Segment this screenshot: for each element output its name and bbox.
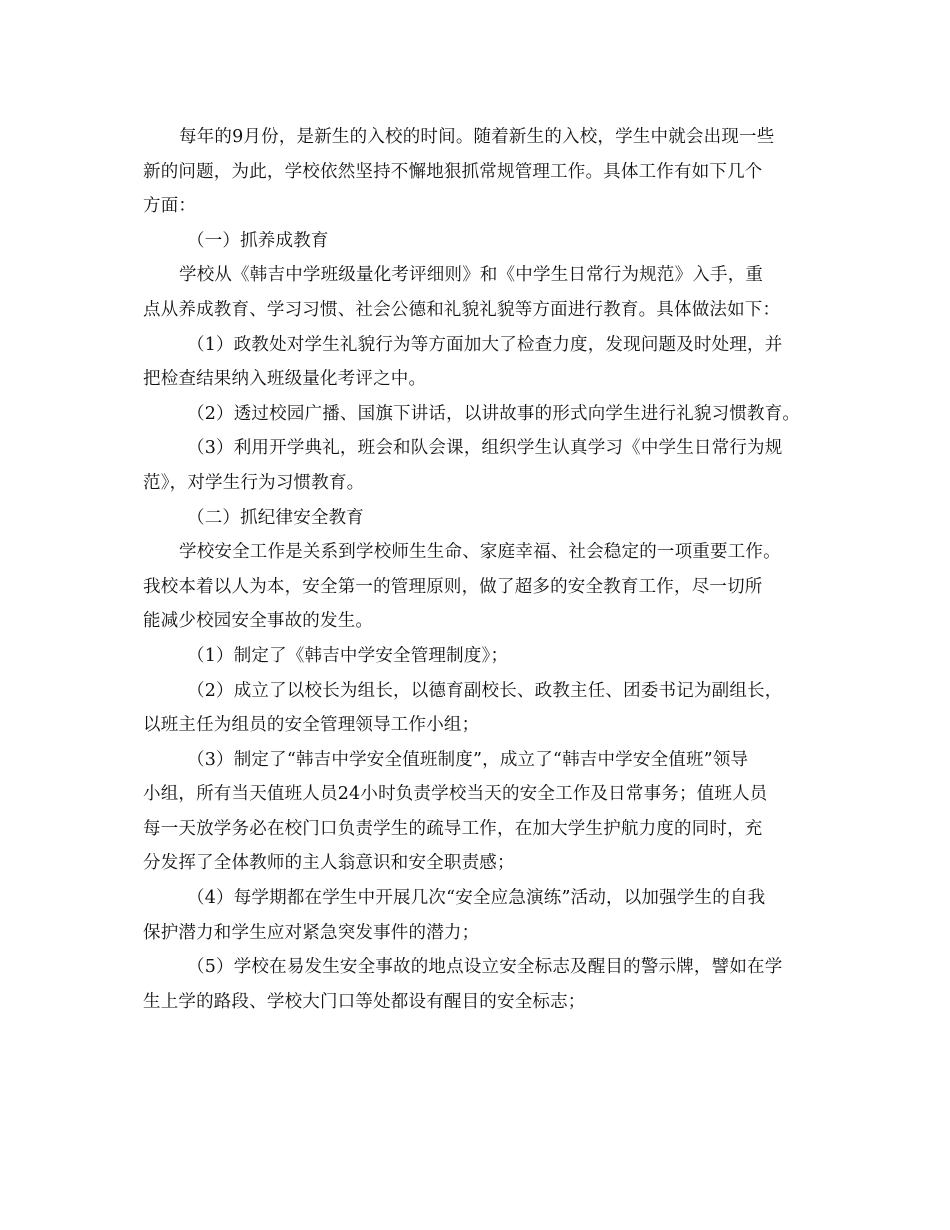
list-item-line: （2）成立了以校长为组长，以德育副校长、政教主任、团委书记为副组长， (187, 680, 783, 701)
list-item-line: 把检查结果纳入班级量化考评之中。 (143, 369, 427, 390)
list-item-line: 以班主任为组员的安全管理领导工作小组； (143, 715, 480, 736)
section-heading: （一）抓养成教育 (187, 230, 329, 251)
paragraph-line: 能减少校园安全事故的发生。 (143, 611, 374, 632)
paragraph-line: 新的问题，为此，学校依然坚持不懈地狠抓常规管理工作。具体工作有如下几个 (143, 161, 763, 182)
section-heading: （二）抓纪律安全教育 (187, 507, 364, 528)
paragraph-line: 每年的9月份，是新生的入校的时间。随着新生的入校，学生中就会出现一些 (179, 127, 775, 147)
list-item-line: （3）制定了“韩吉中学安全值班制度”，成立了“韩吉中学安全值班”领导 (187, 749, 749, 770)
list-item-line: 每一天放学务必在校门口负责学生的疏导工作，在加大学生护航力度的同时，充 (143, 818, 763, 839)
paragraph-line: 学校从《韩吉中学班级量化考评细则》和《中学生日常行为规范》入手，重 (179, 265, 764, 286)
list-item-line: （1）政教处对学生礼貌行为等方面加大了检查力度，发现问题及时处理，并 (187, 334, 783, 355)
list-item-line: （2）透过校园广播、国旗下讲话，以讲故事的形式向学生进行礼貌习惯教育。 (187, 403, 801, 424)
paragraph-line: 点从养成教育、学习习惯、社会公德和礼貌礼貌等方面进行教育。具体做法如下： (143, 299, 781, 320)
list-item-line: 小组，所有当天值班人员24小时负责学校当天的安全工作及日常事务；值班人员 (143, 784, 768, 805)
list-item-line: 分发挥了全体教师的主人翁意识和安全职责感； (143, 853, 515, 874)
paragraph-line: 方面： (143, 196, 197, 217)
list-item-line: （4）每学期都在学生中开展几次“安全应急演练”活动，以加强学生的自我 (187, 888, 766, 909)
list-item-line: 保护潜力和学生应对紧急突发事件的潜力； (143, 922, 480, 943)
list-item-line: （3）利用开学典礼，班会和队会课，组织学生认真学习《中学生日常行为规 (187, 438, 783, 459)
list-item-line: 生上学的路段、学校大门口等处都设有醒目的安全标志； (143, 991, 586, 1012)
list-item-line: （1）制定了《韩吉中学安全管理制度》； (187, 645, 509, 666)
document-body (143, 120, 803, 1019)
paragraph-line: 学校安全工作是关系到学校师生生命、家庭幸福、社会稳定的一项重要工作。 (179, 542, 781, 563)
list-item-line: 范》，对学生行为习惯教育。 (143, 472, 365, 493)
paragraph-line: 我校本着以人为本，安全第一的管理原则，做了超多的安全教育工作，尽一切所 (143, 576, 763, 597)
list-item-line: （5）学校在易发生安全事故的地点设立安全标志及醒目的警示牌，譬如在学 (187, 957, 783, 978)
